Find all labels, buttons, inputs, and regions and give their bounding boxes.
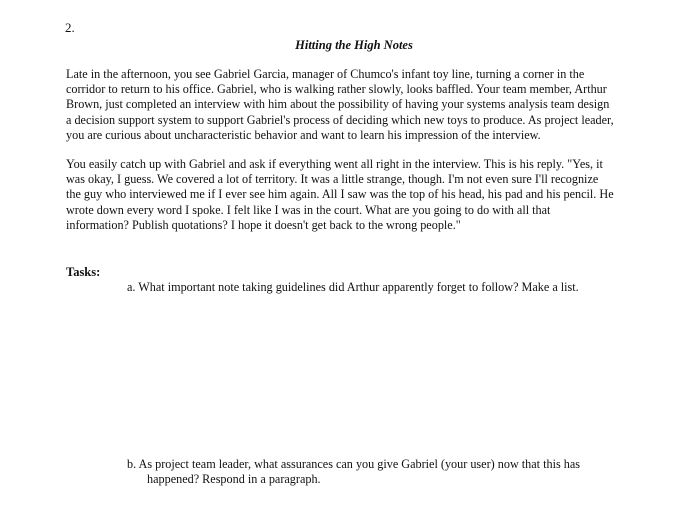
task-b-line: happened? Respond in a paragraph. [147, 472, 321, 487]
paragraph-line: corridor to return to his office. Gabriel, who is walking rather slowly, looks baffled. Your team member, Arthur [66, 82, 607, 97]
question-number: 2. [65, 20, 75, 35]
paragraph-line: Brown, just completed an interview with him about the possibility of having your systems analysis team design [66, 97, 610, 112]
case-paragraph-1 [66, 67, 646, 143]
case-title: Hitting the High Notes [295, 38, 413, 52]
tasks-heading: Tasks: [66, 265, 101, 279]
paragraph-line: a decision support system to support Gabriel's process of deciding which new toys to produce. As project leader, [66, 112, 614, 127]
paragraph-line: Late in the afternoon, you see Gabriel Garcia, manager of Chumco's infant toy line, turning a corner in the [66, 67, 585, 81]
paragraph-line: You easily catch up with Gabriel and ask if everything went all right in the interview. This is his reply. "Yes, it [66, 157, 603, 171]
paragraph-line: wrote down every word I spoke. I felt like I was in the court. What are you going to do with all that [66, 202, 551, 217]
paragraph-line: was okay, I guess. We covered a lot of territory. It was a little strange, though. I'm not even sure I'll recognize [66, 172, 599, 187]
paragraph-line: the guy who interviewed me if I ever see him again. All I saw was the top of his head, his pad and his pencil. He [66, 187, 614, 202]
task-b-line: b. As project team leader, what assurances can you give Gabriel (your user) now that this has [127, 457, 581, 471]
task-b [127, 457, 580, 487]
case-paragraph-2 [66, 157, 646, 233]
paragraph-line: information? Publish quotations? I hope it doesn't get back to the wrong people." [66, 217, 461, 232]
paragraph-line: you are curious about uncharacteristic behavior and want to learn his impression of the interview. [66, 127, 541, 142]
task-a: a. What important note taking guidelines did Arthur apparently forget to follow? Make a list. [127, 280, 579, 294]
